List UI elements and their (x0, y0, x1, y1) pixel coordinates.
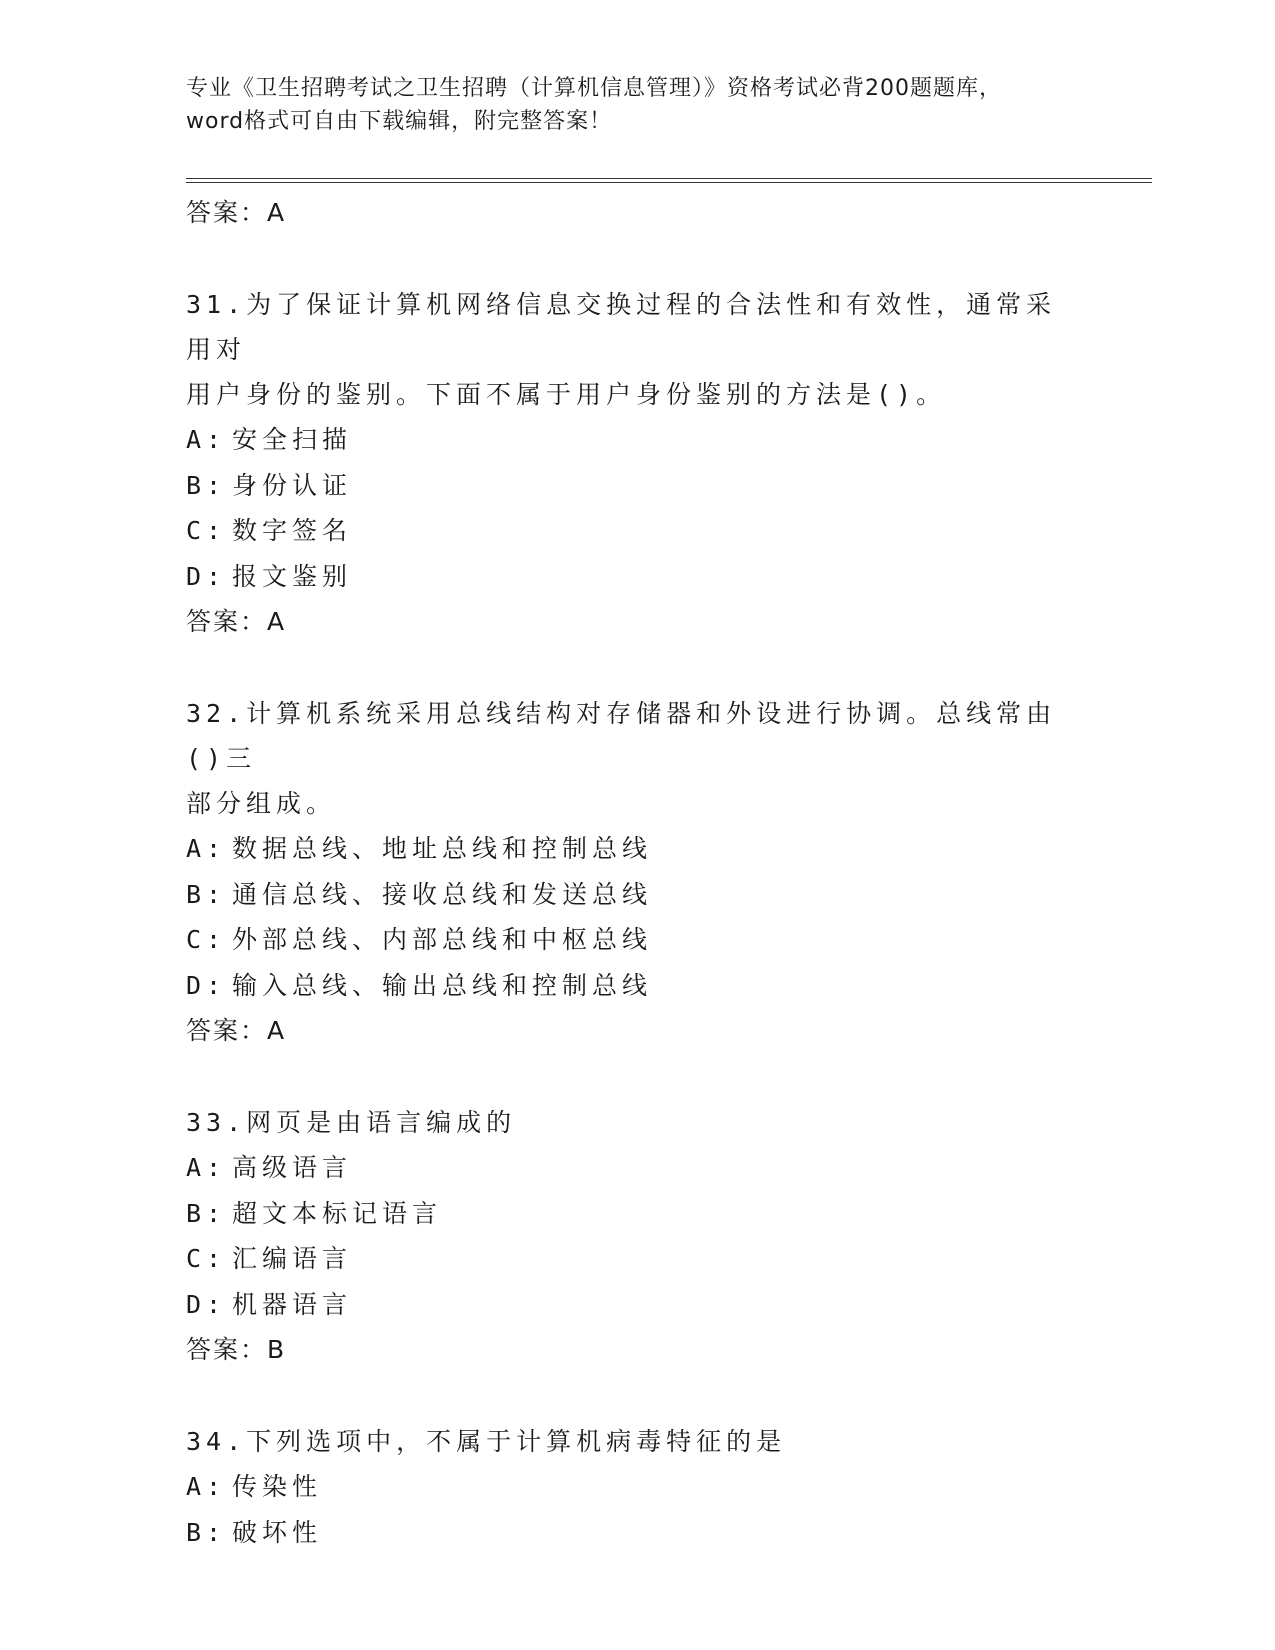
option-text: 汇编语言 (232, 1244, 353, 1273)
previous-answer: 答案：A (186, 198, 287, 227)
option-b (186, 1191, 1086, 1237)
option-a (186, 1464, 1086, 1510)
option-b (186, 872, 1086, 918)
option-key: B: (186, 1198, 227, 1228)
option-key: C: (186, 1244, 227, 1273)
option-b (186, 1510, 1086, 1556)
option-key: D: (186, 970, 227, 1000)
option-text: 通信总线、接收总线和发送总线 (232, 879, 653, 909)
option-key: A: (186, 834, 227, 863)
question-32 (186, 691, 1086, 1054)
option-text: 破坏性 (232, 1517, 323, 1547)
spacer (186, 1373, 1086, 1419)
option-text: 数字签名 (232, 516, 353, 545)
header-line-1: 专业《卫生招聘考试之卫生招聘（计算机信息管理）》资格考试必背200题题库， (186, 76, 1002, 101)
option-text: 输入总线、输出总线和控制总线 (232, 970, 653, 1000)
option-text: 数据总线、地址总线和控制总线 (232, 834, 653, 863)
option-text: 身份认证 (232, 470, 353, 500)
option-key: B: (186, 470, 227, 500)
option-key: D: (186, 1289, 227, 1319)
header-divider (186, 178, 1152, 183)
option-d (186, 963, 1086, 1009)
option-text: 安全扫描 (232, 425, 353, 454)
spacer (186, 1054, 1086, 1100)
option-text: 传染性 (232, 1472, 323, 1501)
option-a (186, 417, 1086, 463)
option-d (186, 554, 1086, 600)
option-text: 机器语言 (232, 1289, 353, 1319)
answer-line: 答案：A (186, 1016, 287, 1045)
option-key: A: (186, 1472, 227, 1501)
option-text: 报文鉴别 (232, 561, 353, 591)
question-33 (186, 1100, 1086, 1373)
header-line-2: word格式可自由下载编辑，附完整答案！ (186, 109, 613, 134)
option-a (186, 1145, 1086, 1191)
spacer (186, 645, 1086, 691)
question-34 (186, 1419, 1086, 1555)
question-stem: 34.下列选项中，不属于计算机病毒特征的是 (186, 1427, 787, 1456)
page-header (186, 72, 1066, 138)
option-key: C: (186, 925, 227, 954)
question-31 (186, 282, 1086, 645)
spacer (186, 236, 1086, 282)
question-stem: 31.为了保证计算机网络信息交换过程的合法性和有效性，通常采用对 (186, 290, 1057, 364)
question-stem: 32.计算机系统采用总线结构对存储器和外设进行协调。总线常由()三 (186, 699, 1057, 773)
option-text: 外部总线、内部总线和中枢总线 (232, 925, 653, 954)
question-stem-continued: 部分组成。 (186, 789, 337, 818)
answer-line: 答案：A (186, 607, 287, 636)
question-stem: 33.网页是由语言编成的 (186, 1108, 517, 1137)
option-key: B: (186, 879, 227, 909)
question-stem-continued: 用户身份的鉴别。下面不属于用户身份鉴别的方法是()。 (186, 380, 947, 409)
option-key: A: (186, 425, 227, 454)
answer-line: 答案：B (186, 1335, 287, 1364)
option-c (186, 917, 1086, 963)
option-key: C: (186, 516, 227, 545)
option-c (186, 508, 1086, 554)
option-text: 高级语言 (232, 1153, 353, 1182)
option-c (186, 1236, 1086, 1282)
option-key: B: (186, 1517, 227, 1547)
option-b (186, 463, 1086, 509)
option-d (186, 1282, 1086, 1328)
option-key: D: (186, 561, 227, 591)
option-key: A: (186, 1153, 227, 1182)
option-text: 超文本标记语言 (232, 1198, 443, 1228)
option-a (186, 826, 1086, 872)
document-body (186, 190, 1086, 1555)
